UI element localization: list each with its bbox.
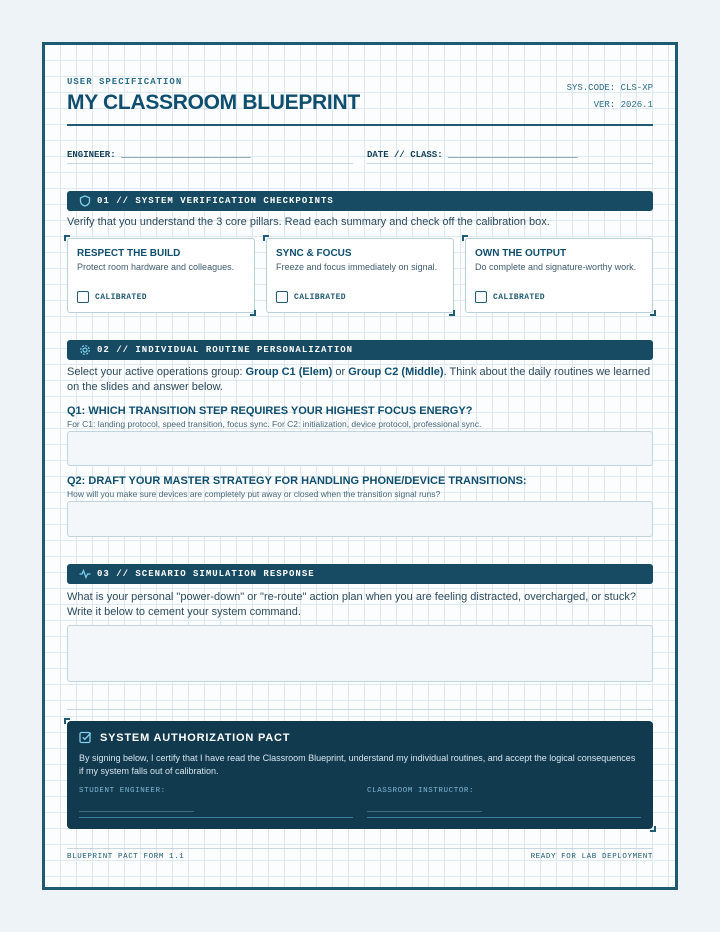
intro-text: . Think about the daily routines we learned on the slides and answer below. — [67, 366, 651, 393]
pact-heading — [79, 731, 641, 744]
pillar-title: OWN THE OUTPUT — [475, 248, 567, 259]
corner-mark — [250, 310, 256, 316]
student-signature-line[interactable]: ________________________ — [79, 805, 195, 814]
pulse-icon — [79, 568, 91, 580]
instructor-signature-rule — [367, 817, 641, 818]
question-1-hint: For C1: landing protocol, speed transition, focus sync. For C2: initialization, device protocol, professional sync. — [67, 419, 482, 429]
group-c2: Group C2 (Middle) — [348, 366, 444, 378]
pillar-description: Do complete and signature-worthy work. — [475, 262, 637, 272]
scenario-answer-box[interactable] — [67, 625, 653, 682]
pillar-title: SYNC & FOCUS — [276, 248, 352, 259]
section-3-title: 03 // SCENARIO SIMULATION RESPONSE — [97, 569, 315, 579]
corner-mark — [263, 235, 269, 241]
system-code: SYS.CODE: CLS-XP — [566, 83, 653, 93]
engineer-rule — [67, 163, 353, 164]
calibrated-checkbox[interactable] — [475, 291, 545, 303]
question-1-answer-box[interactable] — [67, 431, 653, 466]
section-2-title: 02 // INDIVIDUAL ROUTINE PERSONALIZATION — [97, 345, 354, 355]
instructor-signature-line[interactable]: ________________________ — [367, 805, 483, 814]
checkbox-icon[interactable] — [276, 291, 288, 303]
pillar-title: RESPECT THE BUILD — [77, 248, 181, 259]
section-2-header — [67, 340, 653, 360]
pillar-description: Protect room hardware and colleagues. — [77, 262, 235, 272]
date-class-field[interactable] — [367, 150, 578, 160]
corner-mark — [64, 235, 70, 241]
sheet-content — [67, 45, 653, 887]
corner-mark — [650, 826, 656, 832]
engineer-field[interactable] — [67, 150, 251, 160]
corner-mark — [650, 310, 656, 316]
checkbox-icon[interactable] — [475, 291, 487, 303]
authorization-pact — [67, 721, 653, 829]
gear-icon — [79, 344, 91, 356]
pillar-card-sync — [266, 238, 454, 313]
section-divider — [67, 709, 653, 710]
calibrated-label: CALIBRATED — [294, 292, 347, 302]
date-class-label: DATE // CLASS: — [367, 150, 443, 160]
calibrated-label: CALIBRATED — [493, 292, 546, 302]
calibrated-checkbox[interactable] — [276, 291, 346, 303]
instructor-signature-label: CLASSROOM INSTRUCTOR: — [367, 787, 475, 795]
page-title: MY CLASSROOM BLUEPRINT — [67, 91, 360, 114]
question-2-hint: How will you make sure devices are completely put away or closed when the transition signal runs? — [67, 489, 441, 499]
calibrated-checkbox[interactable] — [77, 291, 147, 303]
pillar-description: Freeze and focus immediately on signal. — [276, 262, 438, 272]
section-3-intro: What is your personal "power-down" or "re-route" action plan when you are feeling distracted, overcharged, or stuck? Write it below to cement your system command. — [67, 591, 636, 618]
corner-mark — [462, 235, 468, 241]
footer-divider — [67, 848, 653, 849]
question-2-title: Q2: DRAFT YOUR MASTER STRATEGY FOR HANDLING PHONE/DEVICE TRANSITIONS: — [67, 475, 527, 487]
eyebrow-label: USER SPECIFICATION — [67, 77, 183, 87]
section-2-intro — [67, 365, 653, 395]
info-fields — [67, 150, 653, 164]
corner-mark — [449, 310, 455, 316]
intro-text: Select your active operations group: — [67, 366, 246, 378]
engineer-label: ENGINEER: — [67, 150, 116, 160]
intro-text: or — [332, 366, 349, 378]
calibrated-label: CALIBRATED — [95, 292, 148, 302]
student-signature-label: STUDENT ENGINEER: — [79, 787, 166, 795]
version-label: VER: 2026.1 — [593, 100, 653, 110]
question-2-answer-box[interactable] — [67, 501, 653, 537]
question-1-title: Q1: WHICH TRANSITION STEP REQUIRES YOUR HIGHEST FOCUS ENERGY? — [67, 405, 473, 417]
pillar-card-output — [465, 238, 653, 313]
engineer-line: ________________________ — [121, 150, 251, 160]
group-c1: Group C1 (Elem) — [245, 366, 333, 378]
section-1-intro: Verify that you understand the 3 core pillars. Read each summary and check off the calibration box. — [67, 216, 550, 228]
pillar-card-respect — [67, 238, 255, 313]
blueprint-sheet — [42, 42, 678, 890]
footer-status: READY FOR LAB DEPLOYMENT — [530, 853, 653, 861]
title-divider — [67, 124, 653, 126]
date-class-line: ________________________ — [448, 150, 578, 160]
shield-icon — [79, 195, 91, 207]
checkbox-icon — [79, 731, 92, 744]
section-1-title: 01 // SYSTEM VERIFICATION CHECKPOINTS — [97, 196, 334, 206]
checkbox-icon[interactable] — [77, 291, 89, 303]
date-class-rule — [367, 163, 653, 164]
pact-title: SYSTEM AUTHORIZATION PACT — [100, 731, 291, 744]
pact-statement: By signing below, I certify that I have read the Classroom Blueprint, understand my individual routines, and accept the logical consequences if my system falls out of calibration. — [79, 753, 636, 776]
section-3-header — [67, 564, 653, 584]
footer-form-id: BLUEPRINT PACT FORM 1.1 — [67, 853, 185, 861]
system-code-block — [567, 80, 653, 114]
section-1-header — [67, 191, 653, 211]
student-signature-rule — [79, 817, 353, 818]
